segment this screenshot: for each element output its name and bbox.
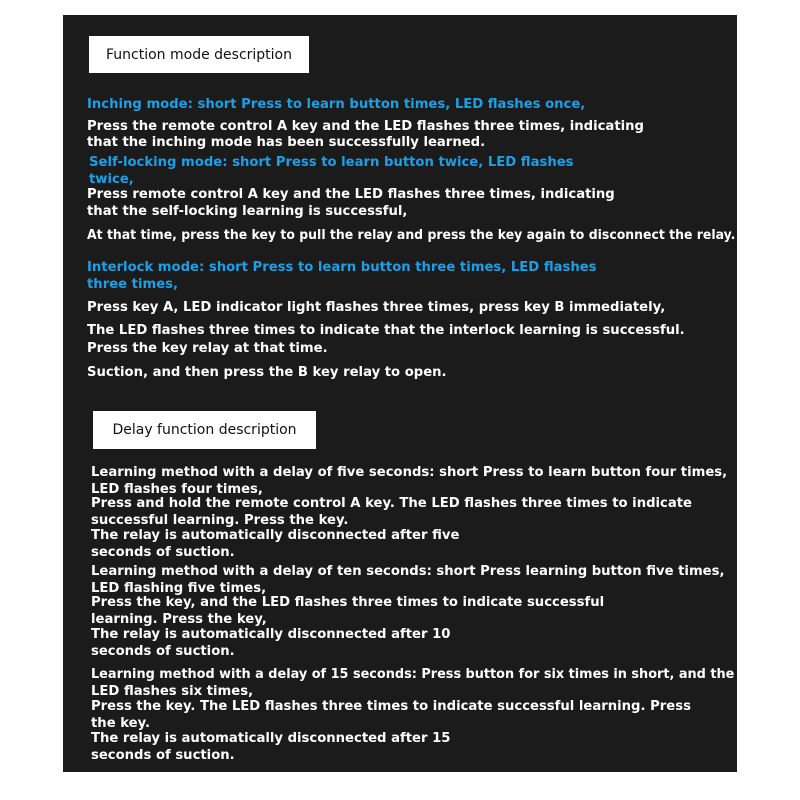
delay-five-heading-2: LED flashes four times,	[91, 482, 263, 497]
delay-ten-heading-1: Learning method with a delay of ten seconds: short Press learning button five times,	[91, 564, 725, 579]
delay-fifteen-heading-1: Learning method with a delay of 15 seconds: Press button for six times in short, and the	[91, 667, 735, 682]
interlock-heading-1: Interlock mode: short Press to learn button three times, LED flashes	[87, 260, 597, 275]
self-locking-heading-2: twice,	[89, 172, 134, 187]
self-locking-text-1: Press remote control A key and the LED flashes three times, indicating	[87, 187, 615, 202]
interlock-text-1: Press key A, LED indicator light flashes three times, press key B immediately,	[87, 300, 666, 315]
delay-fifteen-text-1: Press the key. The LED flashes three times to indicate successful learning. Press	[91, 699, 691, 714]
delay-fifteen-heading-2: LED flashes six times,	[91, 684, 254, 699]
delay-ten-text-2: learning. Press the key,	[91, 612, 267, 627]
inching-mode-text-2: that the inching mode has been successfully learned.	[87, 135, 486, 150]
delay-fifteen-text-2: the key.	[91, 716, 150, 731]
inching-mode-text-1: Press the remote control A key and the LED flashes three times, indicating	[87, 119, 644, 134]
delay-five-text-4: seconds of suction.	[91, 545, 235, 560]
interlock-text-2: The LED flashes three times to indicate that the interlock learning is successful.	[87, 323, 685, 338]
delay-fifteen-text-4: seconds of suction.	[91, 748, 235, 763]
delay-five-text-1: Press and hold the remote control A key. The LED flashes three times to indicate	[91, 496, 693, 511]
delay-ten-text-3: The relay is automatically disconnected after 10	[91, 627, 451, 642]
delay-fifteen-text-3: The relay is automatically disconnected after 15	[91, 731, 451, 746]
delay-ten-text-1: Press the key, and the LED flashes three times to indicate successful	[91, 595, 605, 610]
self-locking-text-2: that the self-locking learning is successful,	[87, 204, 408, 219]
delay-five-heading-1: Learning method with a delay of five seconds: short Press to learn button four times,	[91, 465, 728, 480]
interlock-text-3: Press the key relay at that time.	[87, 341, 328, 356]
function-mode-title: Function mode description	[89, 36, 309, 73]
interlock-heading-2: three times,	[87, 277, 179, 292]
delay-five-text-3: The relay is automatically disconnected after five	[91, 528, 460, 543]
interlock-text-4: Suction, and then press the B key relay to open.	[87, 365, 447, 380]
self-locking-text-3: At that time, press the key to pull the relay and press the key again to disconnect the relay.	[87, 228, 736, 243]
self-locking-heading-1: Self-locking mode: short Press to learn button twice, LED flashes	[89, 155, 574, 170]
instruction-panel	[63, 15, 737, 772]
delay-ten-heading-2: LED flashing five times,	[91, 581, 267, 596]
inching-mode-heading: Inching mode: short Press to learn button times, LED flashes once,	[87, 97, 586, 112]
delay-five-text-2: successful learning. Press the key.	[91, 513, 349, 528]
delay-ten-text-4: seconds of suction.	[91, 644, 235, 659]
delay-function-title: Delay function description	[93, 411, 316, 449]
